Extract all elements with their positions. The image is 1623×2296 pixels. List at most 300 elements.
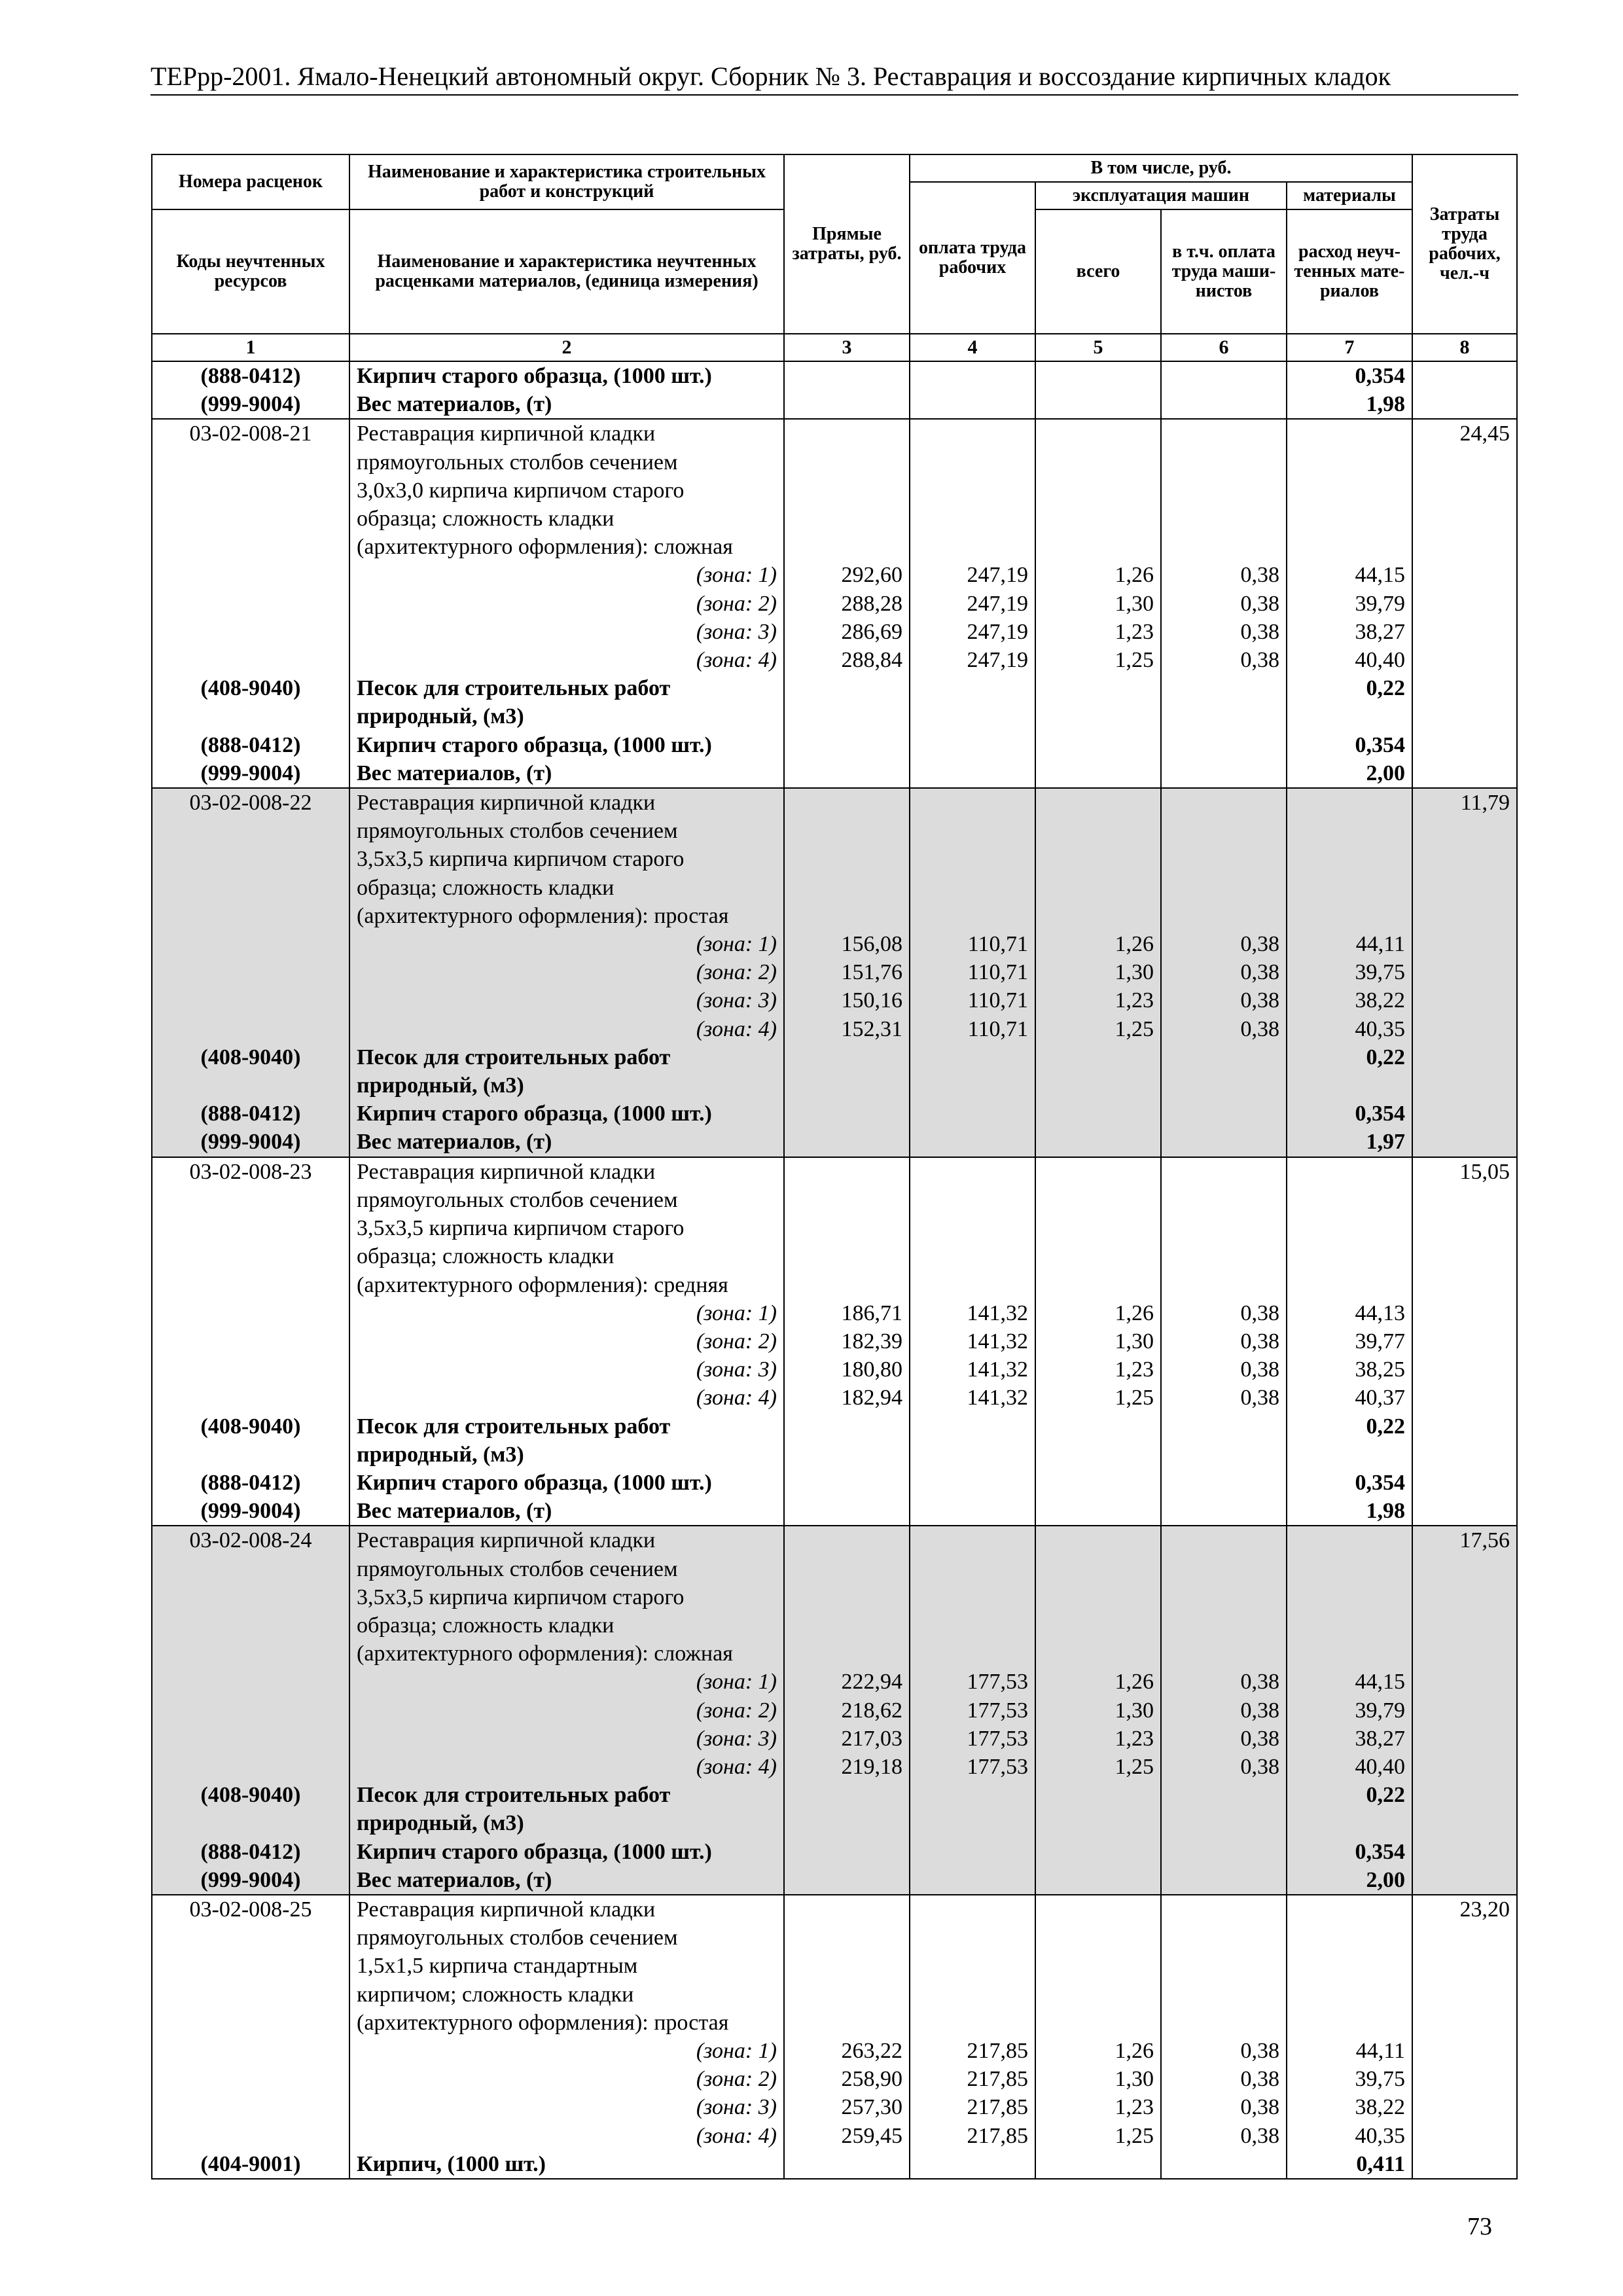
materials-cell: 40,35 xyxy=(1287,2122,1412,2150)
zone-label: (зона: 3) xyxy=(349,618,784,646)
materials-cell: 1,97 xyxy=(1287,1128,1412,1157)
table-row xyxy=(152,361,1517,390)
direct-costs-cell xyxy=(784,1186,910,1214)
worker-pay-cell xyxy=(910,1157,1035,1186)
machinist-pay-cell xyxy=(1161,1128,1287,1157)
materials-cell: 1,98 xyxy=(1287,1497,1412,1526)
materials-cell xyxy=(1287,1242,1412,1270)
worker-pay-cell xyxy=(910,845,1035,873)
machinist-pay-cell: 0,38 xyxy=(1161,561,1287,589)
machinist-pay-cell: 0,38 xyxy=(1161,1327,1287,1355)
machine-total-cell xyxy=(1035,1895,1161,1924)
worker-pay-cell: 217,85 xyxy=(910,2065,1035,2093)
direct-costs-cell xyxy=(784,1128,910,1157)
col-header-machine-operation: эксплуатация машин xyxy=(1035,182,1287,209)
table-row xyxy=(152,2037,1517,2065)
worker-pay-cell xyxy=(910,1866,1035,1895)
col-header-worker-pay: оплата труда рабочих xyxy=(910,182,1035,334)
machine-total-cell xyxy=(1035,1242,1161,1270)
materials-cell: 39,79 xyxy=(1287,1696,1412,1725)
materials-cell: 44,15 xyxy=(1287,1668,1412,1696)
machine-total-cell xyxy=(1035,1469,1161,1497)
machinist-pay-cell xyxy=(1161,1071,1287,1100)
machine-total-cell xyxy=(1035,759,1161,788)
labor-costs-cell xyxy=(1412,1441,1517,1469)
materials-cell: 0,22 xyxy=(1287,1412,1412,1441)
labor-costs-cell xyxy=(1412,1924,1517,1952)
item-name: Кирпич, (1000 шт.) xyxy=(349,2150,784,2179)
labor-costs-cell xyxy=(1412,1497,1517,1526)
materials-cell xyxy=(1287,1640,1412,1668)
machinist-pay-cell xyxy=(1161,845,1287,873)
direct-costs-cell: 150,16 xyxy=(784,986,910,1014)
machinist-pay-cell xyxy=(1161,390,1287,419)
labor-costs-cell xyxy=(1412,476,1517,505)
resource-code xyxy=(152,1725,349,1753)
labor-costs-cell xyxy=(1412,1299,1517,1327)
materials-cell: 0,354 xyxy=(1287,361,1412,390)
worker-pay-cell xyxy=(910,1952,1035,1980)
materials-cell xyxy=(1287,874,1412,902)
resource-code: (999-9004) xyxy=(152,1497,349,1526)
materials-cell: 38,22 xyxy=(1287,2093,1412,2121)
item-name: Вес материалов, (т) xyxy=(349,390,784,419)
resource-code xyxy=(152,505,349,533)
zone-label: (зона: 2) xyxy=(349,958,784,986)
direct-costs-cell xyxy=(784,1924,910,1952)
resource-code xyxy=(152,1924,349,1952)
direct-costs-cell xyxy=(784,2150,910,2179)
table-row xyxy=(152,618,1517,646)
machinist-pay-cell: 0,38 xyxy=(1161,2122,1287,2150)
table-row xyxy=(152,1271,1517,1299)
table-row xyxy=(152,1809,1517,1837)
table-row xyxy=(152,1157,1517,1186)
table-row xyxy=(152,759,1517,788)
direct-costs-cell: 286,69 xyxy=(784,618,910,646)
col-header-name-top: Наименование и характеристика строительных работ и конструкций xyxy=(349,154,784,209)
machine-total-cell: 1,30 xyxy=(1035,2065,1161,2093)
table-row xyxy=(152,1186,1517,1214)
table-row xyxy=(152,1441,1517,1469)
rate-group xyxy=(152,419,1517,788)
machinist-pay-cell: 0,38 xyxy=(1161,1015,1287,1043)
item-name: (архитектурного оформления): простая xyxy=(349,902,784,930)
resource-code xyxy=(152,1271,349,1299)
machine-total-cell xyxy=(1035,1611,1161,1640)
table-row xyxy=(152,646,1517,674)
table-row xyxy=(152,1384,1517,1412)
resource-code xyxy=(152,1384,349,1412)
labor-costs-cell xyxy=(1412,2037,1517,2065)
machine-total-cell xyxy=(1035,1497,1161,1526)
resource-code: (888-0412) xyxy=(152,731,349,759)
resource-code xyxy=(152,1611,349,1640)
table-row xyxy=(152,958,1517,986)
resource-code xyxy=(152,1753,349,1781)
direct-costs-cell: 257,30 xyxy=(784,2093,910,2121)
materials-cell: 40,40 xyxy=(1287,646,1412,674)
zone-label: (зона: 3) xyxy=(349,986,784,1014)
rate-group xyxy=(152,1157,1517,1526)
labor-costs-cell xyxy=(1412,646,1517,674)
machine-total-cell xyxy=(1035,1924,1161,1952)
materials-cell xyxy=(1287,1611,1412,1640)
table-row xyxy=(152,930,1517,958)
direct-costs-cell: 218,62 xyxy=(784,1696,910,1725)
machine-total-cell xyxy=(1035,1214,1161,1242)
labor-costs-cell xyxy=(1412,1866,1517,1895)
labor-costs-cell xyxy=(1412,1128,1517,1157)
table-row xyxy=(152,1526,1517,1554)
direct-costs-cell xyxy=(784,361,910,390)
col-header-including: В том числе, руб. xyxy=(910,154,1412,182)
materials-cell: 39,79 xyxy=(1287,590,1412,618)
machinist-pay-cell: 0,38 xyxy=(1161,2037,1287,2065)
item-name: Кирпич старого образца, (1000 шт.) xyxy=(349,1838,784,1866)
rate-group xyxy=(152,1526,1517,1895)
table-row xyxy=(152,1555,1517,1583)
item-name: Песок для строительных работ xyxy=(349,1412,784,1441)
machinist-pay-cell xyxy=(1161,361,1287,390)
rate-group xyxy=(152,788,1517,1157)
item-name: Вес материалов, (т) xyxy=(349,1128,784,1157)
direct-costs-cell xyxy=(784,1640,910,1668)
item-name: образца; сложность кладки xyxy=(349,505,784,533)
resource-code xyxy=(152,2093,349,2121)
worker-pay-cell: 177,53 xyxy=(910,1725,1035,1753)
item-name: прямоугольных столбов сечением xyxy=(349,448,784,476)
item-name: прямоугольных столбов сечением xyxy=(349,817,784,845)
machinist-pay-cell: 0,38 xyxy=(1161,1696,1287,1725)
machinist-pay-cell xyxy=(1161,1100,1287,1128)
direct-costs-cell: 259,45 xyxy=(784,2122,910,2150)
zone-label: (зона: 4) xyxy=(349,1015,784,1043)
worker-pay-cell xyxy=(910,1640,1035,1668)
machinist-pay-cell xyxy=(1161,731,1287,759)
labor-costs-cell xyxy=(1412,1384,1517,1412)
worker-pay-cell: 247,19 xyxy=(910,590,1035,618)
direct-costs-cell: 152,31 xyxy=(784,1015,910,1043)
resource-code: (888-0412) xyxy=(152,1838,349,1866)
machine-total-cell xyxy=(1035,817,1161,845)
direct-costs-cell xyxy=(784,419,910,448)
materials-cell xyxy=(1287,1526,1412,1554)
worker-pay-cell xyxy=(910,1271,1035,1299)
item-name: природный, (м3) xyxy=(349,1441,784,1469)
labor-costs-cell xyxy=(1412,1015,1517,1043)
zone-label: (зона: 2) xyxy=(349,590,784,618)
item-name: 3,0х3,0 кирпича кирпичом старого xyxy=(349,476,784,505)
resource-code: (408-9040) xyxy=(152,1781,349,1809)
direct-costs-cell xyxy=(784,1441,910,1469)
table-row xyxy=(152,1214,1517,1242)
page-header-title: ТЕРрр-2001. Ямало-Ненецкий автономный округ. Сборник № 3. Реставрация и воссоздание кирпичных кладок xyxy=(151,60,1518,96)
labor-costs-cell xyxy=(1412,1668,1517,1696)
direct-costs-cell xyxy=(784,674,910,702)
worker-pay-cell xyxy=(910,1100,1035,1128)
worker-pay-cell: 177,53 xyxy=(910,1753,1035,1781)
table-row xyxy=(152,1838,1517,1866)
zone-label: (зона: 2) xyxy=(349,1696,784,1725)
item-name: Кирпич старого образца, (1000 шт.) xyxy=(349,1100,784,1128)
resource-code xyxy=(152,986,349,1014)
materials-cell xyxy=(1287,2009,1412,2037)
materials-cell xyxy=(1287,1981,1412,2009)
resource-code xyxy=(152,2009,349,2037)
table-row xyxy=(152,448,1517,476)
direct-costs-cell xyxy=(784,702,910,730)
labor-costs-cell xyxy=(1412,1242,1517,1270)
machinist-pay-cell: 0,38 xyxy=(1161,1725,1287,1753)
labor-costs-cell xyxy=(1412,1753,1517,1781)
item-name: Реставрация кирпичной кладки xyxy=(349,788,784,817)
item-name: Песок для строительных работ xyxy=(349,674,784,702)
machinist-pay-cell xyxy=(1161,1838,1287,1866)
labor-costs-cell xyxy=(1412,874,1517,902)
materials-cell: 2,00 xyxy=(1287,759,1412,788)
labor-costs-cell xyxy=(1412,1952,1517,1980)
machine-total-cell xyxy=(1035,1809,1161,1837)
direct-costs-cell xyxy=(784,533,910,561)
machinist-pay-cell xyxy=(1161,448,1287,476)
materials-cell: 40,35 xyxy=(1287,1015,1412,1043)
materials-cell xyxy=(1287,1441,1412,1469)
materials-cell xyxy=(1287,1895,1412,1924)
labor-costs-cell xyxy=(1412,1725,1517,1753)
col-number: 7 xyxy=(1287,334,1412,361)
resource-code: (888-0412) xyxy=(152,1469,349,1497)
table-row xyxy=(152,505,1517,533)
rate-group xyxy=(152,1895,1517,2179)
resource-code xyxy=(152,702,349,730)
machinist-pay-cell xyxy=(1161,1186,1287,1214)
worker-pay-cell xyxy=(910,2150,1035,2179)
resource-code xyxy=(152,1242,349,1270)
table-row xyxy=(152,1753,1517,1781)
resource-code xyxy=(152,930,349,958)
machinist-pay-cell xyxy=(1161,788,1287,817)
resource-code xyxy=(152,902,349,930)
direct-costs-cell xyxy=(784,1214,910,1242)
direct-costs-cell xyxy=(784,1242,910,1270)
direct-costs-cell xyxy=(784,1895,910,1924)
machinist-pay-cell: 0,38 xyxy=(1161,2065,1287,2093)
table-row xyxy=(152,1866,1517,1895)
resource-code: (999-9004) xyxy=(152,1866,349,1895)
machine-total-cell: 1,25 xyxy=(1035,2122,1161,2150)
materials-cell xyxy=(1287,1271,1412,1299)
worker-pay-cell xyxy=(910,419,1035,448)
worker-pay-cell xyxy=(910,1441,1035,1469)
resource-code xyxy=(152,1214,349,1242)
table-row xyxy=(152,1412,1517,1441)
machine-total-cell xyxy=(1035,1866,1161,1895)
table-row xyxy=(152,845,1517,873)
table-row xyxy=(152,390,1517,419)
resource-code xyxy=(152,2065,349,2093)
direct-costs-cell xyxy=(784,902,910,930)
labor-costs-cell xyxy=(1412,448,1517,476)
machine-total-cell: 1,26 xyxy=(1035,930,1161,958)
machinist-pay-cell: 0,38 xyxy=(1161,590,1287,618)
table-row xyxy=(152,674,1517,702)
machine-total-cell xyxy=(1035,419,1161,448)
worker-pay-cell: 177,53 xyxy=(910,1696,1035,1725)
machinist-pay-cell xyxy=(1161,1809,1287,1837)
direct-costs-cell xyxy=(784,1611,910,1640)
zone-label: (зона: 3) xyxy=(349,2093,784,2121)
direct-costs-cell xyxy=(784,1469,910,1497)
table-row xyxy=(152,817,1517,845)
resource-code xyxy=(152,1071,349,1100)
worker-pay-cell xyxy=(910,1412,1035,1441)
direct-costs-cell: 182,39 xyxy=(784,1327,910,1355)
materials-cell: 0,22 xyxy=(1287,1043,1412,1071)
machinist-pay-cell xyxy=(1161,533,1287,561)
worker-pay-cell xyxy=(910,476,1035,505)
col-number: 8 xyxy=(1412,334,1517,361)
machinist-pay-cell xyxy=(1161,1611,1287,1640)
labor-costs-cell xyxy=(1412,618,1517,646)
col-header-unaccounted-materials: расход неуч-тенных мате-риалов xyxy=(1287,209,1412,334)
materials-cell xyxy=(1287,533,1412,561)
machine-total-cell: 1,26 xyxy=(1035,1668,1161,1696)
worker-pay-cell: 141,32 xyxy=(910,1299,1035,1327)
item-name: Реставрация кирпичной кладки xyxy=(349,1526,784,1554)
machine-total-cell xyxy=(1035,361,1161,390)
item-name: (архитектурного оформления): средняя xyxy=(349,1271,784,1299)
worker-pay-cell xyxy=(910,1469,1035,1497)
resource-code xyxy=(152,1952,349,1980)
worker-pay-cell xyxy=(910,1555,1035,1583)
worker-pay-cell: 110,71 xyxy=(910,958,1035,986)
col-number: 6 xyxy=(1161,334,1287,361)
machinist-pay-cell xyxy=(1161,1497,1287,1526)
machine-total-cell: 1,25 xyxy=(1035,1015,1161,1043)
worker-pay-cell: 110,71 xyxy=(910,1015,1035,1043)
item-name: образца; сложность кладки xyxy=(349,1242,784,1270)
direct-costs-cell xyxy=(784,1781,910,1809)
direct-costs-cell xyxy=(784,1412,910,1441)
labor-costs-cell xyxy=(1412,590,1517,618)
worker-pay-cell xyxy=(910,505,1035,533)
table-row xyxy=(152,1924,1517,1952)
machinist-pay-cell: 0,38 xyxy=(1161,618,1287,646)
materials-cell xyxy=(1287,448,1412,476)
machinist-pay-cell xyxy=(1161,1555,1287,1583)
machine-total-cell xyxy=(1035,1583,1161,1611)
labor-costs-cell xyxy=(1412,1838,1517,1866)
zone-label: (зона: 1) xyxy=(349,561,784,589)
machinist-pay-cell xyxy=(1161,702,1287,730)
direct-costs-cell: 219,18 xyxy=(784,1753,910,1781)
table-row xyxy=(152,2150,1517,2179)
materials-cell: 0,354 xyxy=(1287,1838,1412,1866)
resource-code: (404-9001) xyxy=(152,2150,349,2179)
col-header-materials: материалы xyxy=(1287,182,1412,209)
zone-label: (зона: 4) xyxy=(349,646,784,674)
direct-costs-cell: 288,84 xyxy=(784,646,910,674)
worker-pay-cell: 217,85 xyxy=(910,2093,1035,2121)
item-name: кирпичом; сложность кладки xyxy=(349,1981,784,2009)
worker-pay-cell xyxy=(910,1043,1035,1071)
labor-costs-cell xyxy=(1412,845,1517,873)
table-row xyxy=(152,590,1517,618)
table-row xyxy=(152,1497,1517,1526)
machine-total-cell xyxy=(1035,1271,1161,1299)
materials-cell xyxy=(1287,1952,1412,1980)
direct-costs-cell: 156,08 xyxy=(784,930,910,958)
direct-costs-cell xyxy=(784,845,910,873)
zone-label: (зона: 1) xyxy=(349,1299,784,1327)
resource-code xyxy=(152,476,349,505)
direct-costs-cell xyxy=(784,1497,910,1526)
worker-pay-cell xyxy=(910,1981,1035,2009)
labor-costs-cell xyxy=(1412,2065,1517,2093)
worker-pay-cell xyxy=(910,1838,1035,1866)
machine-total-cell xyxy=(1035,1526,1161,1554)
direct-costs-cell: 222,94 xyxy=(784,1668,910,1696)
machinist-pay-cell xyxy=(1161,1981,1287,2009)
machine-total-cell xyxy=(1035,1128,1161,1157)
materials-cell: 0,411 xyxy=(1287,2150,1412,2179)
machine-total-cell xyxy=(1035,1555,1161,1583)
table-row xyxy=(152,902,1517,930)
labor-costs-cell xyxy=(1412,1611,1517,1640)
resource-code xyxy=(152,845,349,873)
worker-pay-cell xyxy=(910,1924,1035,1952)
col-header-direct-costs: Прямые затраты, руб. xyxy=(784,154,910,334)
machinist-pay-cell: 0,38 xyxy=(1161,2093,1287,2121)
table-row xyxy=(152,2009,1517,2037)
resource-code xyxy=(152,1186,349,1214)
worker-pay-cell xyxy=(910,448,1035,476)
labor-costs-cell xyxy=(1412,986,1517,1014)
resource-code: (408-9040) xyxy=(152,1043,349,1071)
resource-code xyxy=(152,1327,349,1355)
rate-group xyxy=(152,361,1517,419)
resource-code xyxy=(152,533,349,561)
zone-label: (зона: 1) xyxy=(349,1668,784,1696)
item-name: природный, (м3) xyxy=(349,1071,784,1100)
labor-costs-cell xyxy=(1412,1809,1517,1837)
item-name: Вес материалов, (т) xyxy=(349,1497,784,1526)
labor-costs-cell xyxy=(1412,1271,1517,1299)
resource-code xyxy=(152,1355,349,1384)
col-number: 1 xyxy=(152,334,349,361)
table-row xyxy=(152,1469,1517,1497)
machinist-pay-cell xyxy=(1161,1469,1287,1497)
table-row xyxy=(152,2065,1517,2093)
labor-costs-cell xyxy=(1412,1071,1517,1100)
machinist-pay-cell xyxy=(1161,1043,1287,1071)
direct-costs-cell xyxy=(784,1100,910,1128)
rate-code: 03-02-008-22 xyxy=(152,788,349,817)
machine-total-cell: 1,30 xyxy=(1035,958,1161,986)
labor-costs-cell xyxy=(1412,902,1517,930)
worker-pay-cell xyxy=(910,674,1035,702)
labor-costs-cell xyxy=(1412,1412,1517,1441)
machine-total-cell xyxy=(1035,1043,1161,1071)
labor-costs-cell xyxy=(1412,533,1517,561)
machine-total-cell xyxy=(1035,1981,1161,2009)
worker-pay-cell xyxy=(910,731,1035,759)
table-row xyxy=(152,476,1517,505)
machinist-pay-cell: 0,38 xyxy=(1161,646,1287,674)
col-number: 3 xyxy=(784,334,910,361)
machinist-pay-cell xyxy=(1161,476,1287,505)
